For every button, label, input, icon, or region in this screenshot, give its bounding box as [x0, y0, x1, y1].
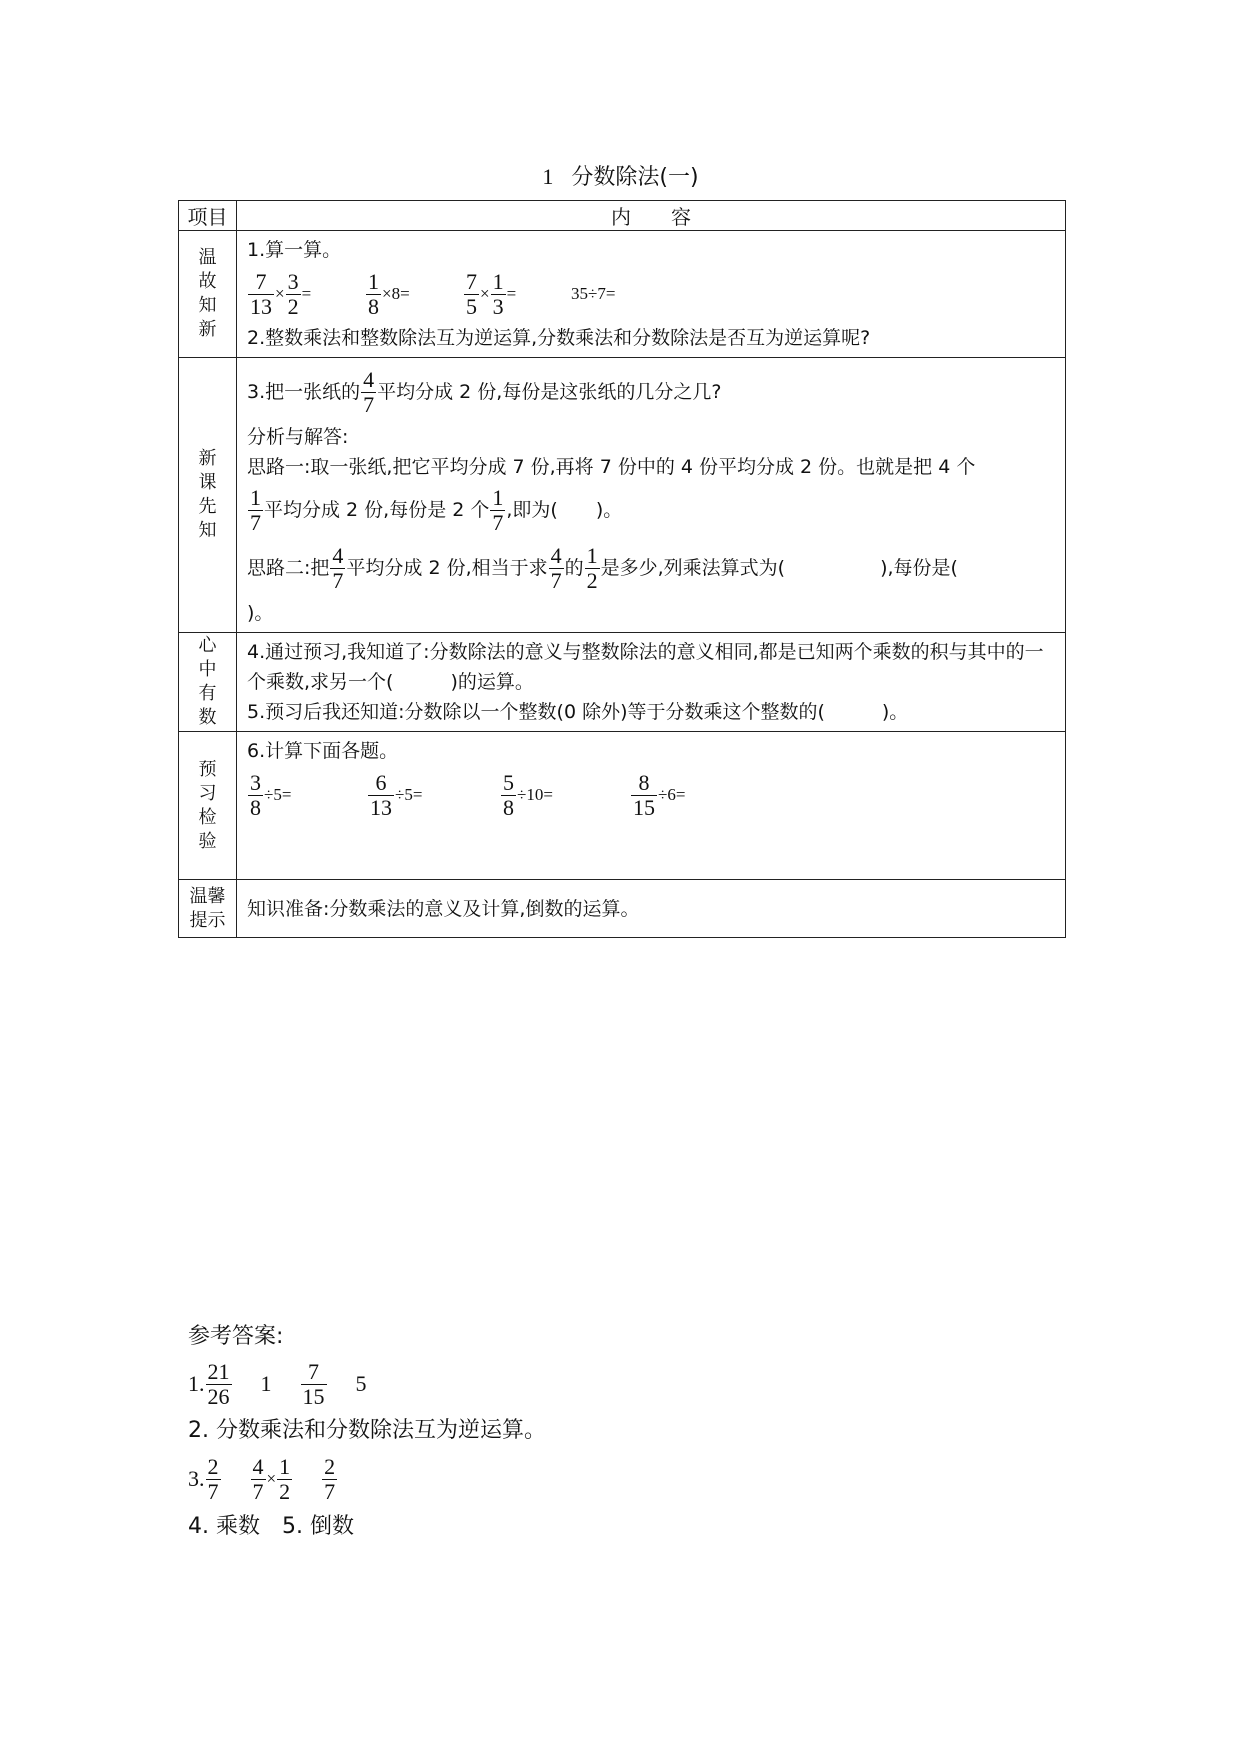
- question-1: 1.算一算。: [247, 239, 342, 261]
- table-header-row: [179, 201, 1066, 231]
- answer-2: 2. 分数乘法和分数除法互为逆运算。: [188, 1418, 546, 1443]
- calc-item: $\frac{3}{8}$ ÷5=: [250, 769, 292, 820]
- question-6: 6.计算下面各题。: [247, 740, 399, 762]
- table-row: [179, 231, 1066, 358]
- header-content: 内 容: [237, 201, 1066, 231]
- row-label: 新课先知: [179, 358, 237, 633]
- table-row: [179, 633, 1066, 732]
- row-label: 心中有数: [179, 633, 237, 732]
- idea-2-tail: )。: [247, 602, 274, 624]
- calc-item: $\frac{1}{8}$ ×8=: [368, 268, 410, 319]
- question-5: 5.预习后我还知道:分数除以一个整数(0 除外)等于分数乘这个整数的( )。: [247, 701, 909, 723]
- answer-1: 1. $\frac{21}{26}$ 1 $\frac{7}{15}$ 5: [188, 1358, 367, 1409]
- title-number: 1: [542, 164, 554, 189]
- title-text: 分数除法(一): [571, 165, 699, 190]
- row-content: [237, 358, 1066, 633]
- row-label: 预习检验: [179, 732, 237, 880]
- analysis-label: 分析与解答:: [247, 426, 349, 448]
- calc-row: [247, 766, 1055, 824]
- row-content: [237, 732, 1066, 880]
- row-content: [237, 880, 1066, 938]
- row-label: 温故知新: [179, 231, 237, 358]
- idea-2-line: 思路二:把 $\frac{4}{7}$ 平均分成 2 份,相当于求 $\frac{4}{7}$ 的 $\frac{1}{2}$ 是多少,列乘法算式为( ),每份是(: [247, 542, 958, 593]
- question-3: 3.把一张纸的 $\frac{4}{7}$ 平均分成 2 份,每份是这张纸的几分之几?: [247, 366, 722, 417]
- calc-row: [247, 265, 1055, 323]
- row-content: [237, 633, 1066, 732]
- calc-item: $\frac{7}{5}$ × $\frac{1}{3}$ =: [466, 268, 517, 319]
- idea-1-cont: $\frac{1}{7}$ 平均分成 2 份,每份是 2 个 $\frac{1}{7}$ ,即为( )。: [250, 484, 623, 535]
- calc-item: $\frac{8}{15}$ ÷6=: [633, 769, 686, 820]
- answer-4: 4. 乘数 5. 倒数: [188, 1514, 354, 1539]
- calc-item: $\frac{7}{13}$ × $\frac{3}{2}$ =: [250, 268, 312, 319]
- table-row: [179, 358, 1066, 633]
- calc-item: 35÷7=: [571, 284, 616, 303]
- header-item: 项目: [179, 201, 237, 231]
- lesson-table: [178, 200, 1066, 938]
- table-row: [179, 732, 1066, 880]
- idea-1-line: 思路一:取一张纸,把它平均分成 7 份,再将 7 份中的 4 份平均分成 2 份。也就是把 4 个: [247, 456, 976, 478]
- question-4: 4.通过预习,我知道了:分数除法的意义与整数除法的意义相同,都是已知两个乘数的积与其中的一个乘数,求另一个( )的运算。: [247, 641, 1044, 693]
- row-label: 温馨提示: [179, 880, 237, 938]
- tip-text: 知识准备:分数乘法的意义及计算,倒数的运算。: [247, 897, 640, 920]
- calc-item: $\frac{5}{8}$ ÷10=: [503, 769, 553, 820]
- row-content: [237, 231, 1066, 358]
- answer-key: [188, 1318, 546, 1546]
- answer-3: 3. $\frac{2}{7}$ $\frac{4}{7}$ × $\frac{1}{2}$ $\frac{2}{7}$: [188, 1453, 336, 1504]
- page-title: [0, 160, 1241, 191]
- table-row: [179, 880, 1066, 938]
- answer-heading: 参考答案:: [188, 1324, 284, 1349]
- question-2: 2.整数乘法和整数除法互为逆运算,分数乘法和分数除法是否互为逆运算呢?: [247, 327, 871, 349]
- calc-item: $\frac{6}{13}$ ÷5=: [370, 769, 423, 820]
